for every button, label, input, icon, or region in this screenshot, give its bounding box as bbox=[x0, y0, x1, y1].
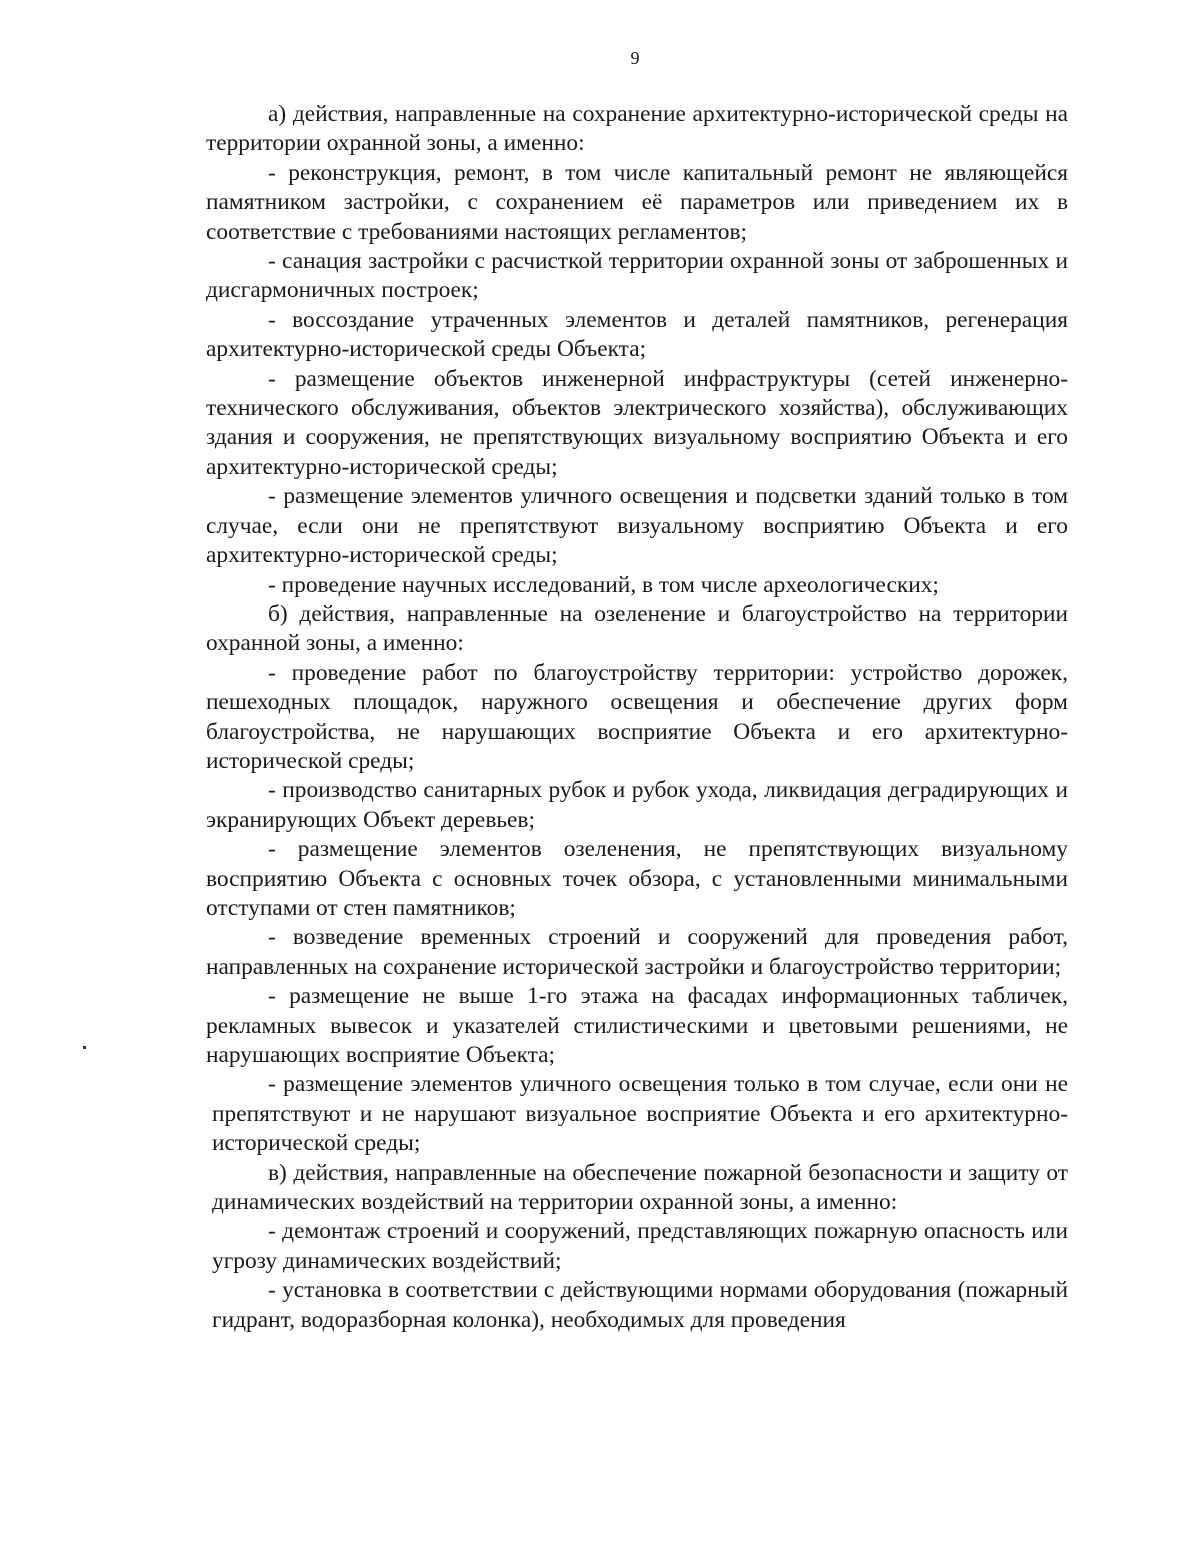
scan-dot bbox=[83, 1046, 86, 1049]
list-item: - размещение объектов инженерной инфраструктуры (сетей инженерно-технического обслуживания, объектов электрического хозяйства), обслуживающих здания и сооружения, не препятствующих визуальному восприятию Объекта и его архитектурно-исторической среды; bbox=[206, 365, 1068, 480]
list-item: - размещение элементов озеленения, не препятствующих визуальному восприятию Объекта с основных точек обзора, с установленными минимальными отступами от стен памятников; bbox=[206, 836, 1068, 921]
list-item: - установка в соответствии с действующими нормами оборудования (пожарный гидрант, водоразборная колонка), необходимых для проведения bbox=[212, 1277, 1068, 1333]
list-item: - размещение не выше 1-го этажа на фасадах информационных табличек, рекламных вывесок и указателей стилистическими и цветовыми решениями, не нарушающих восприятие Объекта; bbox=[206, 983, 1068, 1068]
list-item: - проведение научных исследований, в том числе археологических; bbox=[268, 571, 939, 598]
paragraph-a-heading: а) действия, направленные на сохранение архитектурно-исторической среды на территории охранной зоны, а именно: bbox=[206, 101, 1068, 157]
list-item: - реконструкция, ремонт, в том числе капитальный ремонт не являющейся памятником застройки, с сохранением её параметров или приведением их в соответствие с требованиями настоящих регламентов; bbox=[206, 159, 1068, 245]
paragraph-b-heading: б) действия, направленные на озеленение и благоустройство на территории охранной зоны, а именно: bbox=[206, 600, 1068, 657]
page-number: 9 bbox=[630, 48, 640, 68]
list-item: - проведение работ по благоустройству территории: устройство дорожек, пешеходных площадок, наружного освещения и обеспечение других форм благоустройства, не нарушающих восприятие Объекта и его архитектурно-исторической среды; bbox=[206, 659, 1068, 774]
list-item: - возведение временных строений и сооружений для проведения работ, направленных на сохранение исторической застройки и благоустройство территории; bbox=[206, 924, 1068, 980]
paragraph-c-heading: в) действия, направленные на обеспечение пожарной безопасности и защиту от динамических воздействий на территории охранной зоны, а именно: bbox=[212, 1159, 1068, 1216]
list-item: - производство санитарных рубок и рубок ухода, ликвидация деградирующих и экранирующих Объект деревьев; bbox=[206, 777, 1068, 833]
list-item: - санация застройки с расчисткой территории охранной зоны от заброшенных и дисгармоничных построек; bbox=[206, 248, 1068, 304]
document-body bbox=[206, 100, 1068, 1335]
list-item: - размещение элементов уличного освещения только в том случае, если они не препятствуют и не нарушают визуальное восприятие Объекта и его архитектурно-исторической среды; bbox=[212, 1071, 1068, 1157]
list-item: - размещение элементов уличного освещения и подсветки зданий только в том случае, если они не препятствуют визуальному восприятию Объекта и его архитектурно-исторической среды; bbox=[206, 483, 1068, 569]
list-item: - демонтаж строений и сооружений, представляющих пожарную опасность или угрозу динамических воздействий; bbox=[212, 1218, 1068, 1274]
list-item: - воссоздание утраченных элементов и деталей памятников, регенерация архитектурно-исторической среды Объекта; bbox=[206, 306, 1068, 363]
